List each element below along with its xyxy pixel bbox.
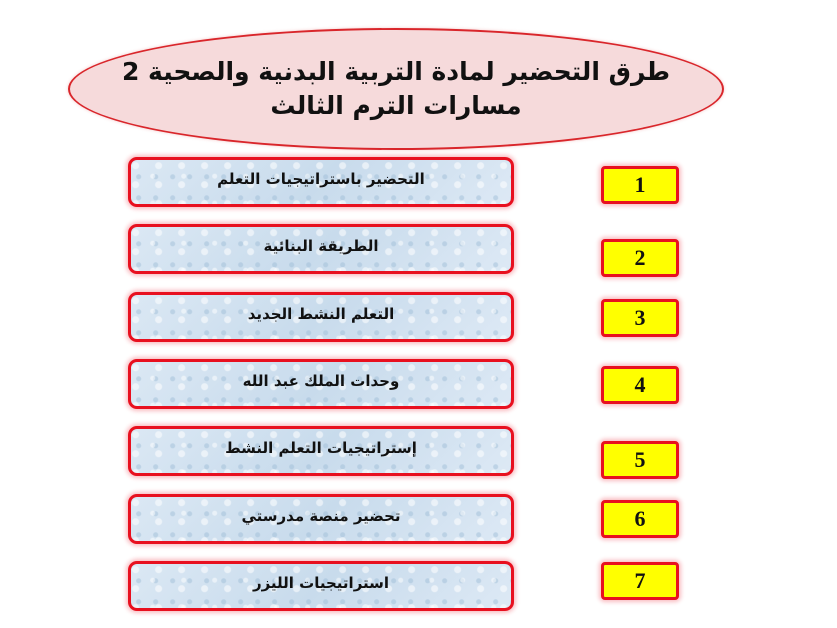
- number-badge-6: [601, 500, 679, 538]
- number-label: 4: [634, 372, 646, 397]
- option-box-1[interactable]: [128, 157, 514, 207]
- number-label: 6: [634, 506, 646, 531]
- option-label: وحدات الملك عبد الله: [242, 372, 400, 390]
- title-line-2: مسارات الترم الثالث: [270, 91, 522, 120]
- number-label: 5: [634, 447, 646, 472]
- number-label: 1: [634, 172, 646, 197]
- option-label: إستراتيجيات التعلم النشط: [225, 439, 417, 457]
- option-label: التحضير باستراتيجيات التعلم: [217, 170, 425, 188]
- number-badge-4: [601, 366, 679, 404]
- option-label: تحضير منصة مدرستي: [241, 507, 401, 525]
- option-label: التعلم النشط الجديد: [247, 305, 395, 323]
- option-label: استراتيجيات الليزر: [252, 574, 390, 592]
- option-box-3[interactable]: [128, 292, 514, 342]
- number-badge-3: [601, 299, 679, 337]
- option-box-7[interactable]: [128, 561, 514, 611]
- number-label: 7: [634, 568, 646, 593]
- title-line-1: طرق التحضير لمادة التربية البدنية والصحية 2: [121, 57, 671, 86]
- number-label: 3: [634, 305, 646, 330]
- title-banner: [68, 28, 724, 150]
- option-box-2[interactable]: [128, 224, 514, 274]
- number-badge-1: [601, 166, 679, 204]
- option-box-5[interactable]: [128, 426, 514, 476]
- option-box-6[interactable]: [128, 494, 514, 544]
- option-label: الطريقة البنائية: [263, 237, 379, 255]
- number-badge-2: [601, 239, 679, 277]
- number-label: 2: [634, 245, 646, 270]
- number-badge-7: [601, 562, 679, 600]
- number-badge-5: [601, 441, 679, 479]
- option-box-4[interactable]: [128, 359, 514, 409]
